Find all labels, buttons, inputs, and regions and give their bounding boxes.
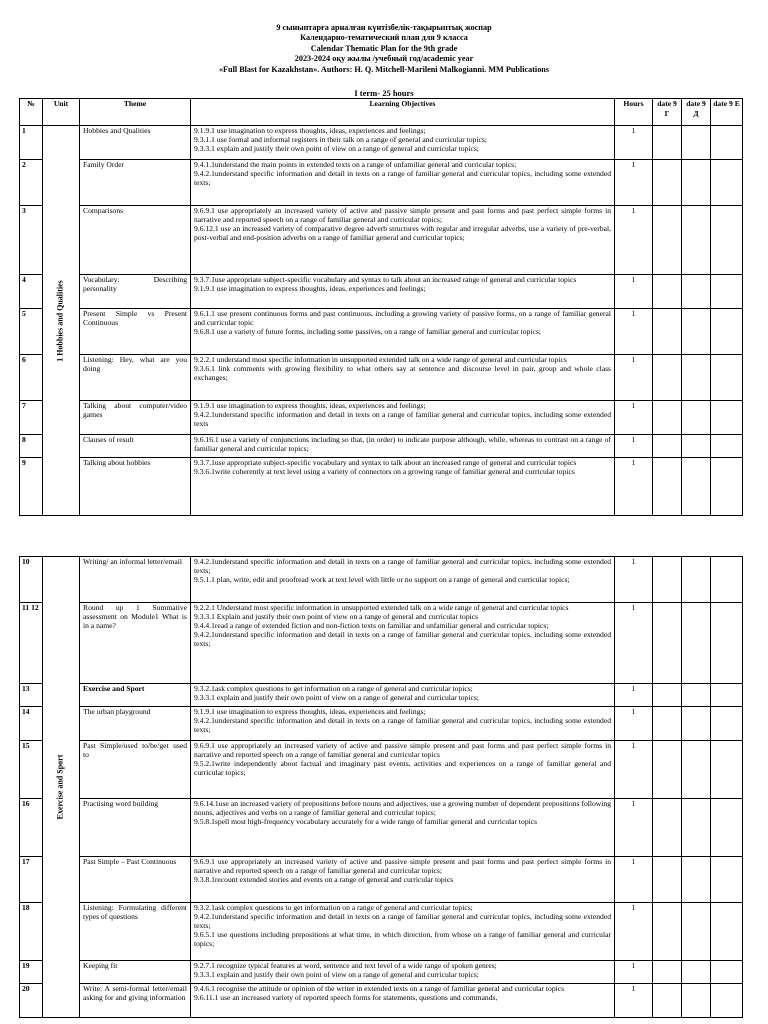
lesson-theme: Talking about hobbies [80, 458, 191, 516]
table-row [20, 903, 743, 961]
date-9e-cell[interactable] [711, 435, 743, 458]
lesson-number: 7 [20, 401, 43, 435]
objective-line: 9.4.2.1understand specific information and detail in texts on a range of familiar general and curricular topics, including some extended texts; [194, 715, 611, 734]
lesson-number: 20 [20, 984, 43, 1018]
date-9e-cell[interactable] [711, 355, 743, 401]
objective-line: 9.3.3.1 Explain and justify their own point of view on a range of general and curricular topics [194, 611, 479, 621]
date-9e-cell[interactable] [711, 684, 743, 707]
date-9g-cell[interactable] [653, 126, 682, 160]
lesson-number: 18 [20, 903, 43, 961]
objective-line: 9.2.7.1 recognize typical features at word, sentence and text level of a wide range of spoken genres; [194, 961, 497, 970]
lesson-theme: Exercise and Sport [80, 684, 191, 707]
table-row [20, 355, 743, 401]
unit-hobbies-and-qualities-label: 1 Hobbies and Qualities [55, 279, 65, 362]
date-9e-cell[interactable] [711, 206, 743, 275]
learning-objectives [191, 355, 615, 401]
learning-objectives [191, 707, 615, 741]
date-9g-cell[interactable] [653, 603, 682, 684]
date-9d-cell[interactable] [682, 309, 711, 355]
date-9g-cell[interactable] [653, 160, 682, 206]
lesson-number: 16 [20, 799, 43, 857]
table-header-row [20, 99, 743, 126]
lesson-hours: 1 [615, 355, 653, 401]
lesson-hours: 1 [615, 684, 653, 707]
lesson-number: 10 [20, 557, 43, 603]
lesson-number: 19 [20, 961, 43, 984]
lesson-number: 11 12 [20, 603, 43, 684]
date-9e-cell[interactable] [711, 557, 743, 603]
learning-objectives [191, 435, 615, 458]
date-9d-cell[interactable] [682, 984, 711, 1018]
objective-line: 9.2.2.1 Understand most specific information in unsupported extended talk on a wide range of general and curricular topics [194, 603, 569, 612]
date-9d-cell[interactable] [682, 275, 711, 309]
objective-line: 9.4.4.1read a range of extended fiction and non-fiction texts on familiar and unfamiliar general and curricular topics; [194, 620, 549, 630]
objective-line: 9.6.11.1 use an increased variety of reported speech forms for statements, questions and commands, [194, 992, 498, 1002]
header-line-english: Calendar Thematic Plan for the 9th grade [310, 43, 458, 53]
col-header-unit: Unit [43, 99, 80, 126]
objective-line: 9.2.2.1 understand most specific information in unsupported extended talk on a wide range of general and curricular topics [194, 355, 567, 364]
table-row [20, 961, 743, 984]
objective-line: 9.3.6.1write coherently at text level using a variety of connectors on a growing range of familiar general and curricular topics [194, 466, 575, 476]
date-9g-cell[interactable] [653, 984, 682, 1018]
lesson-number: 15 [20, 741, 43, 799]
objective-line: 9.5.8.1spell most high-frequency vocabulary accurately for a wide range of familiar general and curricular topics [194, 816, 538, 826]
lesson-hours: 1 [615, 160, 653, 206]
objective-line: 9.3.7.1use appropriate subject-specific vocabulary and syntax to talk about an increased range of general and curricular topics [194, 458, 577, 467]
learning-objectives [191, 458, 615, 516]
date-9g-cell[interactable] [653, 684, 682, 707]
lesson-theme: Clauses of result [80, 435, 191, 458]
lesson-theme: Write: A semi-formal letter/email asking for and giving information [80, 984, 191, 1018]
objective-line: 9.1.9.1 use imagination to express thoughts, ideas, experiences and feelings; [194, 401, 426, 410]
learning-objectives [191, 126, 615, 160]
table-row [20, 401, 743, 435]
lesson-number: 3 [20, 206, 43, 275]
objective-line: 9.1.9.1 use imagination to express thoughts, ideas, experiences and feelings; [194, 707, 426, 716]
table-row [20, 275, 743, 309]
lesson-hours: 1 [615, 903, 653, 961]
learning-objectives [191, 603, 615, 684]
date-9e-cell[interactable] [711, 707, 743, 741]
date-9e-cell[interactable] [711, 401, 743, 435]
lesson-number: 6 [20, 355, 43, 401]
header-line-textbook: «Full Blast for Kazakhstan». Authors: H. Q. Mitchell-Marileni Malkogianni. MM Publications [218, 64, 550, 74]
date-9e-cell[interactable] [711, 275, 743, 309]
lesson-hours: 1 [615, 741, 653, 799]
objective-line: 9.6.9.1 use appropriately an increased variety of active and passive simple present and past forms and past perfect simple forms in narrative and reported speech on a range of familiar general and curricular topics; [194, 857, 611, 875]
lesson-hours: 1 [615, 126, 653, 160]
date-9d-cell[interactable] [682, 206, 711, 275]
lesson-number: 2 [20, 160, 43, 206]
date-9d-cell[interactable] [682, 684, 711, 707]
date-9d-cell[interactable] [682, 458, 711, 516]
lesson-hours: 1 [615, 401, 653, 435]
date-9d-cell[interactable] [682, 857, 711, 903]
learning-objectives [191, 741, 615, 799]
objective-line: 9.3.6.1 link comments with growing flexibility to what others say at sentence and discourse level in pair, group and whole class exchanges; [194, 363, 611, 382]
lesson-hours: 1 [615, 458, 653, 516]
date-9e-cell[interactable] [711, 458, 743, 516]
col-header-date-9g: date 9 Г [653, 99, 682, 126]
lesson-hours: 1 [615, 961, 653, 984]
learning-objectives [191, 903, 615, 961]
objective-line: 9.3.3.1 explain and justify their own point of view on a range of general and curricular topics; [194, 692, 479, 702]
objective-line: 9.6.8.1 use a variety of future forms, including some passives, on a range of familiar general and curricular topics; [194, 326, 541, 336]
date-9d-cell[interactable] [682, 603, 711, 684]
date-9g-cell[interactable] [653, 401, 682, 435]
date-9g-cell[interactable] [653, 961, 682, 984]
lesson-hours: 1 [615, 435, 653, 458]
objective-line: 9.3.3.1 explain and justify their own point of view on a range of general and curricular topics; [194, 969, 479, 979]
table-row [20, 126, 743, 160]
learning-objectives [191, 275, 615, 309]
lesson-theme: Keeping fit [80, 961, 191, 984]
date-9d-cell[interactable] [682, 741, 711, 799]
lesson-number: 4 [20, 275, 43, 309]
lesson-number: 8 [20, 435, 43, 458]
date-9g-cell[interactable] [653, 275, 682, 309]
table-row [20, 799, 743, 857]
col-header-num: № [20, 99, 43, 126]
objective-line: 9.4.2.1understand specific information and detail in texts on a range of familiar general and curricular topics, including some extended texts; [194, 557, 611, 575]
lesson-hours: 1 [615, 799, 653, 857]
date-9e-cell[interactable] [711, 799, 743, 857]
date-9g-cell[interactable] [653, 435, 682, 458]
col-header-objectives: Learning Objectives [191, 99, 615, 126]
learning-objectives [191, 557, 615, 603]
lesson-hours: 1 [615, 857, 653, 903]
date-9d-cell[interactable] [682, 799, 711, 857]
learning-objectives [191, 309, 615, 355]
date-9e-cell[interactable] [711, 961, 743, 984]
date-9d-cell[interactable] [682, 707, 711, 741]
col-header-date-9e: date 9 Е [711, 99, 743, 126]
lesson-theme: Practising word building [80, 799, 191, 857]
lesson-theme: Comparisons [80, 206, 191, 275]
lesson-hours: 1 [615, 275, 653, 309]
table-row [20, 160, 743, 206]
date-9d-cell[interactable] [682, 903, 711, 961]
table-row [20, 309, 743, 355]
lesson-theme: Past Simple – Past Continuous [80, 857, 191, 903]
date-9d-cell[interactable] [682, 435, 711, 458]
date-9d-cell[interactable] [682, 160, 711, 206]
lesson-theme: Talking about computer/video games [80, 401, 191, 435]
unit-hobbies-and-qualities [43, 126, 80, 516]
objective-line: 9.3.3.1 explain and justify their own point of view on a range of general and curricular topics; [194, 143, 479, 153]
objective-line: 9.4.2.1understand specific information and detail in texts on a range of familiar general and curricular topics, including some extended texts; [194, 168, 611, 187]
lesson-theme: Round up 1 Summative assessment on Module1 What is in a name? [80, 603, 191, 684]
objective-line: 9.1.9.1 use imagination to express thoughts, ideas, experiences and feelings; [194, 283, 426, 293]
objective-line: 9.3.1.1 use formal and informal registers in their talk on a range of general and curricular topics; [194, 134, 487, 144]
objective-line: 9.3.2.1ask complex questions to get information on a range of general and curricular topics; [194, 903, 473, 912]
learning-objectives [191, 160, 615, 206]
date-9e-cell[interactable] [711, 857, 743, 903]
lesson-hours: 1 [615, 206, 653, 275]
date-9d-cell[interactable] [682, 355, 711, 401]
date-9g-cell[interactable] [653, 557, 682, 603]
objective-line: 9.6.16.1 use a variety of conjunctions including so that, (in order) to indicate purpose although, while, whereas to contrast on a range of familiar general and curricular topics; [194, 435, 611, 453]
objective-line: 9.6.1.1 use present continuous forms and past continuous, including a growing variety of passive forms, on a range of familiar general and curricular topic [194, 309, 611, 327]
unit-exercise-and-sport-label: Exercise and Sport [55, 754, 65, 820]
header-line-year: 2023-2024 оқу жылы /учебный год/academic year [294, 54, 474, 64]
objective-line: 9.3.8.1recount extended stories and events on a range of general and curricular topics [194, 874, 454, 884]
lesson-theme: Hobbies and Qualities [80, 126, 191, 160]
date-9d-cell[interactable] [682, 126, 711, 160]
date-9d-cell[interactable] [682, 401, 711, 435]
table-row [20, 984, 743, 1018]
table-row [20, 741, 743, 799]
lesson-number: 17 [20, 857, 43, 903]
lesson-number: 5 [20, 309, 43, 355]
learning-objectives [191, 984, 615, 1018]
lesson-number: 1 [20, 126, 43, 160]
lesson-number: 9 [20, 458, 43, 516]
date-9g-cell[interactable] [653, 355, 682, 401]
col-header-theme: Theme [80, 99, 191, 126]
table-row [20, 684, 743, 707]
table-row [20, 435, 743, 458]
lesson-theme: Vocabulary: Describing personality [80, 275, 191, 309]
date-9g-cell[interactable] [653, 741, 682, 799]
lesson-hours: 1 [615, 984, 653, 1018]
objective-line: 9.6.5.1 use questions including prepositions at what time, in which direction, from whose on a range of familiar general and curricular topics; [194, 929, 611, 948]
lesson-theme: Writing/ an informal letter/email [80, 557, 191, 603]
learning-objectives [191, 961, 615, 984]
table-row [20, 206, 743, 275]
date-9g-cell[interactable] [653, 903, 682, 961]
lesson-number: 14 [20, 707, 43, 741]
date-9e-cell[interactable] [711, 741, 743, 799]
plan-table-part2 [19, 556, 743, 1018]
date-9e-cell[interactable] [711, 309, 743, 355]
date-9g-cell[interactable] [653, 206, 682, 275]
objective-line: 9.4.2.1understand specific information and detail in texts on a range of familiar general and curricular topics, including some extended texts [194, 409, 611, 428]
lesson-hours: 1 [615, 557, 653, 603]
plan-table-part1 [19, 98, 743, 516]
date-9e-cell[interactable] [711, 603, 743, 684]
lesson-number: 13 [20, 684, 43, 707]
lesson-theme: Listening: Hey, what are you doing [80, 355, 191, 401]
date-9g-cell[interactable] [653, 309, 682, 355]
objective-line: 9.1.9.1 use imagination to express thoughts, ideas, experiences and feelings; [194, 126, 426, 135]
date-9e-cell[interactable] [711, 160, 743, 206]
date-9g-cell[interactable] [653, 857, 682, 903]
lesson-theme: Listening: Formulating different types of questions [80, 903, 191, 961]
col-header-date-9d: date 9 Д [682, 99, 711, 126]
learning-objectives [191, 857, 615, 903]
date-9g-cell[interactable] [653, 707, 682, 741]
table-row [20, 857, 743, 903]
table-row [20, 557, 743, 603]
learning-objectives [191, 401, 615, 435]
table-row [20, 707, 743, 741]
objective-line: 9.6.9.1 use appropriately an increased variety of active and passive simple present and past forms and past perfect simple forms in narrative and reported speech on a range of familiar general and curricular topics [194, 741, 611, 759]
learning-objectives [191, 206, 615, 275]
header-line-russian: Календарно-тематический план для 9 класса [300, 33, 468, 43]
lesson-hours: 1 [615, 309, 653, 355]
learning-objectives [191, 684, 615, 707]
lesson-theme: The urban playground [80, 707, 191, 741]
lesson-hours: 1 [615, 603, 653, 684]
term-title: I term- 25 hours [354, 88, 414, 98]
date-9e-cell[interactable] [711, 126, 743, 160]
objective-line: 9.6.12.1 use an increased variety of comparative degree adverb structures with regular and irregular adverbs, use a variety of pre-verbal, post-verbal and end-position adverbs on a range of familiar general and curricular topics; [194, 223, 611, 242]
document-header [0, 23, 768, 75]
objective-line: 9.5.1.1 plan, write, edit and proofread work at text level with little or no support on a range of general and curricular topics; [194, 574, 570, 584]
objective-line: 9.4.6.1 recognise the attitude or opinion of the writer in extended texts on a range of familiar general and curricular topics [194, 984, 565, 993]
lesson-theme: Past Simple/used to/be/get used to [80, 741, 191, 799]
table-row [20, 603, 743, 684]
learning-objectives [191, 799, 615, 857]
date-9g-cell[interactable] [653, 458, 682, 516]
date-9d-cell[interactable] [682, 557, 711, 603]
objective-line: 9.4.2.1understand specific information and detail in texts on a range of familiar general and curricular topics, including some extended texts; [194, 629, 611, 648]
objective-line: 9.6.14.1use an increased variety of prepositions before nouns and adjectives, use a growing number of dependent prepositions following nouns, adjectives and verbs on a range of familiar general and curricular topics; [194, 799, 611, 817]
table-row [20, 458, 743, 516]
lesson-hours: 1 [615, 707, 653, 741]
date-9g-cell[interactable] [653, 799, 682, 857]
lesson-theme: Family Order [80, 160, 191, 206]
objective-line: 9.6.9.1 use appropriately an increased variety of active and passive simple present and past forms and past perfect simple forms in narrative and reported speech on a range of familiar general and curricular topics; [194, 206, 611, 224]
lesson-theme: Present Simple vs Present Continuous [80, 309, 191, 355]
objective-line: 9.4.2.1understand specific information and detail in texts on a range of familiar general and curricular topics, including some extended texts; [194, 911, 611, 930]
unit-exercise-and-sport [43, 557, 80, 1018]
objective-line: 9.3.2.1ask complex questions to get information on a range of general and curricular topics; [194, 684, 473, 693]
date-9e-cell[interactable] [711, 984, 743, 1018]
date-9e-cell[interactable] [711, 903, 743, 961]
objective-line: 9.3.7.1use appropriate subject-specific vocabulary and syntax to talk about an increased range of general and curricular topics [194, 275, 577, 284]
objective-line: 9.5.2.1write independently about factual and imaginary past events, activities and experiences on a range of familiar general and curricular topics; [194, 758, 611, 777]
header-line-kazakh: 9 сыныптарға арналған күнтізбелік-тақырыптық жоспар [276, 23, 492, 32]
col-header-hours: Hours [615, 99, 653, 126]
date-9d-cell[interactable] [682, 961, 711, 984]
objective-line: 9.4.1.1understand the main points in extended texts on a range of unfamiliar general and curricular topics; [194, 160, 517, 169]
